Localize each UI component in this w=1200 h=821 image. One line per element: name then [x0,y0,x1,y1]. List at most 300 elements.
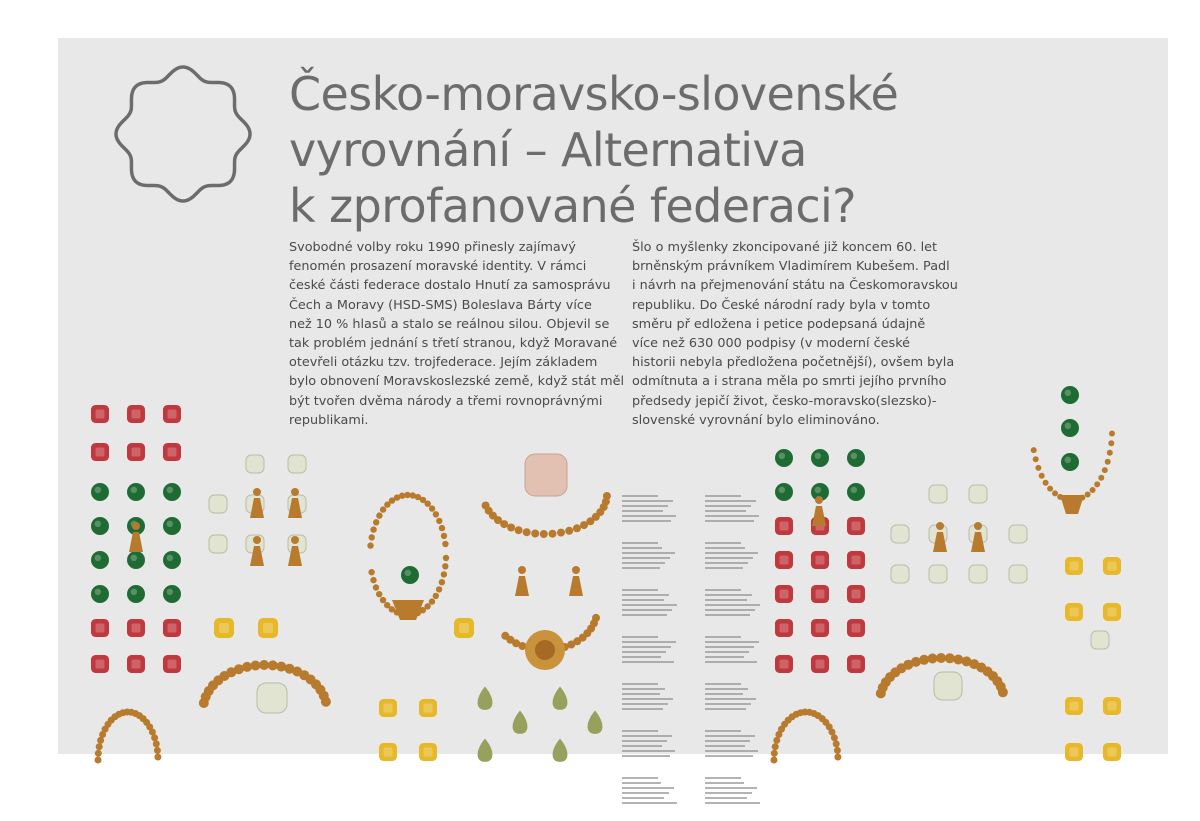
necklace-bead [433,593,439,599]
caption-line [622,730,658,732]
caption-column-left [622,492,678,821]
caption-line [705,656,744,658]
torque-bead [945,653,955,663]
necklace-bead [436,586,442,592]
gem-facet [1070,608,1079,617]
caption-line [622,787,674,789]
caption-line [705,604,760,606]
gem-facet [816,660,825,669]
gem-facet [167,555,173,561]
necklace-bead [433,511,439,517]
caption-line [622,698,673,700]
necklace-bead [573,524,581,532]
necklace-bead [1094,481,1100,487]
caption-line [622,552,675,554]
caption-line [705,730,741,732]
gem-facet [459,623,469,633]
torque-bead [919,655,929,665]
caption-line [622,510,663,512]
gem-facet [167,487,173,493]
caption-line [705,599,747,601]
caption-line [705,661,757,663]
headline-line-1: Česko-moravsko-slovenské [289,67,899,121]
caption-line [622,562,665,564]
gem-facet [131,487,137,493]
necklace-bead [442,541,448,547]
caption-line [622,500,673,502]
gem-facet [1065,390,1071,396]
torque-bead [928,654,938,664]
caption-line [622,683,658,685]
gem-facet [424,748,433,757]
gem-facet [424,704,433,713]
caption-line [705,594,752,596]
necklace-bead [370,577,376,583]
body-line: směru př edložena i petice podepsaná údajně [632,316,926,332]
necklace-bead [523,528,531,536]
earring-bell [569,576,583,596]
gem-facet [168,624,177,633]
diamond-gem [288,455,306,473]
necklace-bead [380,506,386,512]
caption-line [622,589,658,591]
diamond-gem [969,565,987,583]
gem-facet [780,556,789,565]
necklace-bead [531,530,539,538]
necklace-bead [384,602,390,608]
caption-line [705,683,741,685]
caption-line [705,755,753,757]
caption-line [622,802,677,804]
gem-facet [1070,562,1079,571]
caption-line [705,646,754,648]
necklace-bead [557,529,565,537]
necklace-bead [1102,467,1108,473]
necklace-bead [833,740,840,747]
necklace-bead [1090,487,1096,493]
caption-line [705,688,748,690]
earring-top [974,522,982,530]
caption-line [705,500,756,502]
caption-line [622,777,658,779]
body-line: republiku. Do České národní rady byla v tomto [632,297,931,313]
headline-line-3: k zprofanované federaci? [289,179,857,233]
gem-facet [168,448,177,457]
caption-line [622,745,662,747]
necklace-bead [1109,431,1115,437]
necklace-bead [95,757,102,764]
morganite-gem [525,454,567,496]
gem-facet [95,589,101,595]
gem-facet [384,748,393,757]
torque-bead [242,662,252,672]
caption-gap [622,666,678,680]
caption-line [705,505,751,507]
diamond-gem [929,485,947,503]
gem-facet [132,448,141,457]
necklace-bead [429,598,435,604]
caption-gap [622,760,678,774]
body-line: i návrh na přejmenování státu na Českomoravskou [632,278,958,294]
necklace-bead [1105,459,1111,465]
necklace-bead [441,533,447,539]
diamond-gem [934,672,962,700]
gem-facet [815,453,821,459]
caption-gap [622,619,678,633]
necklace-bead [373,519,379,525]
necklace-bead [436,518,442,524]
caption-line [705,589,741,591]
caption-line [705,703,751,705]
caption-gap [705,572,761,586]
gem-facet [132,660,141,669]
gem-facet [852,556,861,565]
caption-line [705,708,746,710]
diamond-gem [1009,525,1027,543]
necklace-bead [1047,486,1053,492]
necklace-bead [565,527,573,535]
earring-bell [515,576,529,596]
caption-line [622,750,675,752]
caption-line [622,708,663,710]
caption-line [622,505,668,507]
diamond-gem [1091,631,1109,649]
gem-facet [851,453,857,459]
caption-line [622,755,670,757]
body-line: Šlo o myšlenky zkoncipované již koncem 60. let [632,240,938,255]
necklace-bead [429,505,435,511]
caption-line [705,614,750,616]
earring-bell [812,506,826,526]
necklace-bead [771,757,778,764]
necklace-bead [507,524,515,532]
gem-facet [131,555,137,561]
caption-line [622,782,661,784]
caption-line [622,495,658,497]
necklace-bead [1033,456,1039,462]
caption-gap [705,713,761,727]
gem-facet [132,624,141,633]
caption-line [622,797,664,799]
gem-facet [96,660,105,669]
pendant [392,600,424,620]
torque-bead [259,660,269,670]
caption-line [622,661,674,663]
necklace-bead [580,521,588,529]
necklace-bead [1108,440,1114,446]
gem-facet [95,521,101,527]
gem-facet [1108,608,1117,617]
peridot-gem [553,739,568,762]
necklace-bead [153,740,160,747]
necklace-bead [482,502,490,510]
necklace-bead [442,563,448,569]
diamond-gem [891,525,909,543]
earring-top [518,566,526,574]
caption-gap [705,760,761,774]
diamond-gem [257,683,287,713]
caption-line [622,567,660,569]
body-line: české části federace dostalo Hnutí za samosprávu [289,278,611,294]
earring-top [936,522,944,530]
necklace-bead [1085,492,1091,498]
gem-facet [96,410,105,419]
caption-line [705,745,745,747]
caption-line [622,515,676,517]
caption-line [705,651,749,653]
diamond-gem [1009,565,1027,583]
torque-bead [998,687,1008,697]
caption-line [622,542,658,544]
gem-facet [1108,748,1117,757]
gem-facet [95,555,101,561]
caption-gap [705,619,761,633]
gem-facet [780,590,789,599]
peridot-gem [478,687,493,710]
caption-line [622,792,669,794]
caption-line [622,636,658,638]
caption-line [622,735,672,737]
necklace-bead [380,597,386,603]
gem-facet [815,487,821,493]
earring-top [815,496,823,504]
body-line: slovenské vyrovnání bylo eliminováno. [632,412,880,428]
caption-line [705,510,746,512]
body-line: bylo obnovení Moravskoslezské země, když stát měl [289,374,625,390]
caption-gap [705,525,761,539]
caption-line [705,782,744,784]
caption-gap [705,807,761,821]
caption-gap [622,572,678,586]
caption-line [705,735,755,737]
caption-line [705,515,759,517]
gem-facet [852,590,861,599]
gem-facet [167,589,173,595]
caption-line [622,651,666,653]
necklace-bead [376,512,382,518]
gem-facet [96,448,105,457]
necklace-bead [834,754,841,761]
gem-facet [132,410,141,419]
caption-line [705,802,760,804]
gem-facet [816,590,825,599]
headline-line-2: vyrovnání – Alternativa [289,123,807,177]
necklace-bead [540,530,548,538]
peridot-gem [588,711,603,734]
caption-line [622,646,671,648]
body-line: historii nebyla předložena početnější), ovšem byla [632,355,955,371]
caption-line [705,636,741,638]
body-line: tak problém jednání s třetí stranou, když Moravané [289,336,618,352]
earring-top [291,536,299,544]
necklace-bead [376,591,382,597]
body-line: fenomén prosazení moravské identity. V rámci [289,259,587,275]
necklace-bead [1107,450,1113,456]
diamond-gem [209,495,227,513]
earring-top [572,566,580,574]
earring-top [132,522,140,530]
necklace-bead [367,542,373,548]
necklace-bead [425,501,431,507]
necklace-bead [441,571,447,577]
peridot-gem [513,711,528,734]
caption-gap [622,713,678,727]
necklace-bead [831,734,838,741]
body-line: Čech a Moravy (HSD-SMS) Boleslava Bárty více [289,297,592,313]
necklace-bead [368,569,374,575]
earring-top [253,488,261,496]
caption-line [622,599,664,601]
caption-line [705,567,743,569]
necklace-bead [1035,465,1041,471]
torque-bead [251,661,261,671]
gem-facet [168,410,177,419]
gem-facet [852,624,861,633]
caption-line [705,542,741,544]
necklace-bead [370,526,376,532]
necklace-bead [95,750,102,757]
caption-line [705,552,758,554]
caption-line [622,703,668,705]
caption-line [622,520,671,522]
necklace-bead [439,579,445,585]
caption-gap [622,525,678,539]
gem-facet [816,556,825,565]
necklace-bead [373,584,379,590]
gem-facet [1108,562,1117,571]
caption-line [622,641,676,643]
caption-line [705,495,741,497]
caption-line [705,750,758,752]
body-line: více než 630 000 podpisy (v moderní české [632,336,911,352]
diamond-gem [246,455,264,473]
body-line: než 10 % hlasů a stalo se reálnou silou. Objevil se [289,316,610,332]
body-line: být tvořen dvěma národy a třemi rovnoprávnými [289,393,603,409]
gem-facet [95,487,101,493]
necklace-bead [549,530,557,538]
gem-facet [96,624,105,633]
caption-line [705,777,741,779]
body-line: Svobodné volby roku 1990 přinesly zajímavý [289,240,576,255]
necklace-bead [154,747,161,754]
necklace-bead [443,555,449,561]
caption-column-right [705,492,761,821]
gem-facet [167,521,173,527]
necklace-bead [151,734,158,741]
earring-bell [129,532,143,552]
body-line: republikami. [289,412,369,428]
caption-line [622,547,662,549]
earring-top [291,488,299,496]
gem-facet [852,660,861,669]
necklace-bead [1052,490,1058,496]
gem-facet [168,660,177,669]
necklace-bead [439,525,445,531]
caption-line [705,797,747,799]
caption-gap [622,807,678,821]
necklace-bead [96,743,103,750]
body-line: otevřeli otázku tzv. trojfederace. Jejím základem [289,355,598,371]
necklace-bead [369,534,375,540]
gem-facet [131,589,137,595]
caption-line [705,641,759,643]
gem-facet [219,623,229,633]
gem-facet [816,624,825,633]
diamond-gem [969,485,987,503]
caption-line [705,792,752,794]
gem-facet [263,623,273,633]
caption-line [705,609,755,611]
gem-facet [779,453,785,459]
necklace-bead [1043,480,1049,486]
gem-facet [1065,457,1071,463]
gem-facet [780,522,789,531]
body-line: brněnským právníkem Vladimírem Kubešem. Padl [632,259,950,275]
gem-facet [405,570,411,576]
gem-facet [780,624,789,633]
caption-line [622,693,660,695]
caption-gap [705,666,761,680]
medallion-center [535,640,555,660]
torque-bead [321,697,331,707]
caption-line [705,547,745,549]
caption-line [705,693,743,695]
caption-line [622,688,665,690]
necklace-bead [1098,475,1104,481]
caption-line [622,609,672,611]
caption-line [705,698,756,700]
necklace-bead [1031,447,1037,453]
caption-line [622,656,661,658]
gem-facet [780,660,789,669]
necklace-bead [771,750,778,757]
gem-facet [779,487,785,493]
gem-facet [384,704,393,713]
diamond-gem [891,565,909,583]
diamond-gem [929,565,947,583]
caption-line [622,594,669,596]
gem-facet [1070,748,1079,757]
diamond-gem [209,535,227,553]
torque-bead [268,660,278,670]
caption-line [622,557,670,559]
necklace-bead [154,754,161,761]
earring-top [253,536,261,544]
peridot-gem [553,687,568,710]
caption-line [622,740,667,742]
caption-line [705,787,757,789]
necklace-bead [772,743,779,750]
caption-line [705,562,748,564]
gem-facet [1065,423,1071,429]
necklace-bead [834,747,841,754]
caption-line [705,520,754,522]
necklace-bead [515,526,523,534]
gem-facet [852,522,861,531]
gem-facet [1108,702,1117,711]
torque-bead [936,653,946,663]
necklace-bead [1039,473,1045,479]
body-line: odmítnuta a i strana měla po smrti jejího prvního [632,374,947,390]
gem-facet [851,487,857,493]
body-line: předsedy jepičí život, česko-moravsko(slezsko)- [632,393,937,409]
peridot-gem [478,739,493,762]
necklace-bead [501,632,509,640]
caption-line [705,740,750,742]
caption-line [622,614,667,616]
pendant [1060,495,1084,514]
caption-line [622,604,677,606]
